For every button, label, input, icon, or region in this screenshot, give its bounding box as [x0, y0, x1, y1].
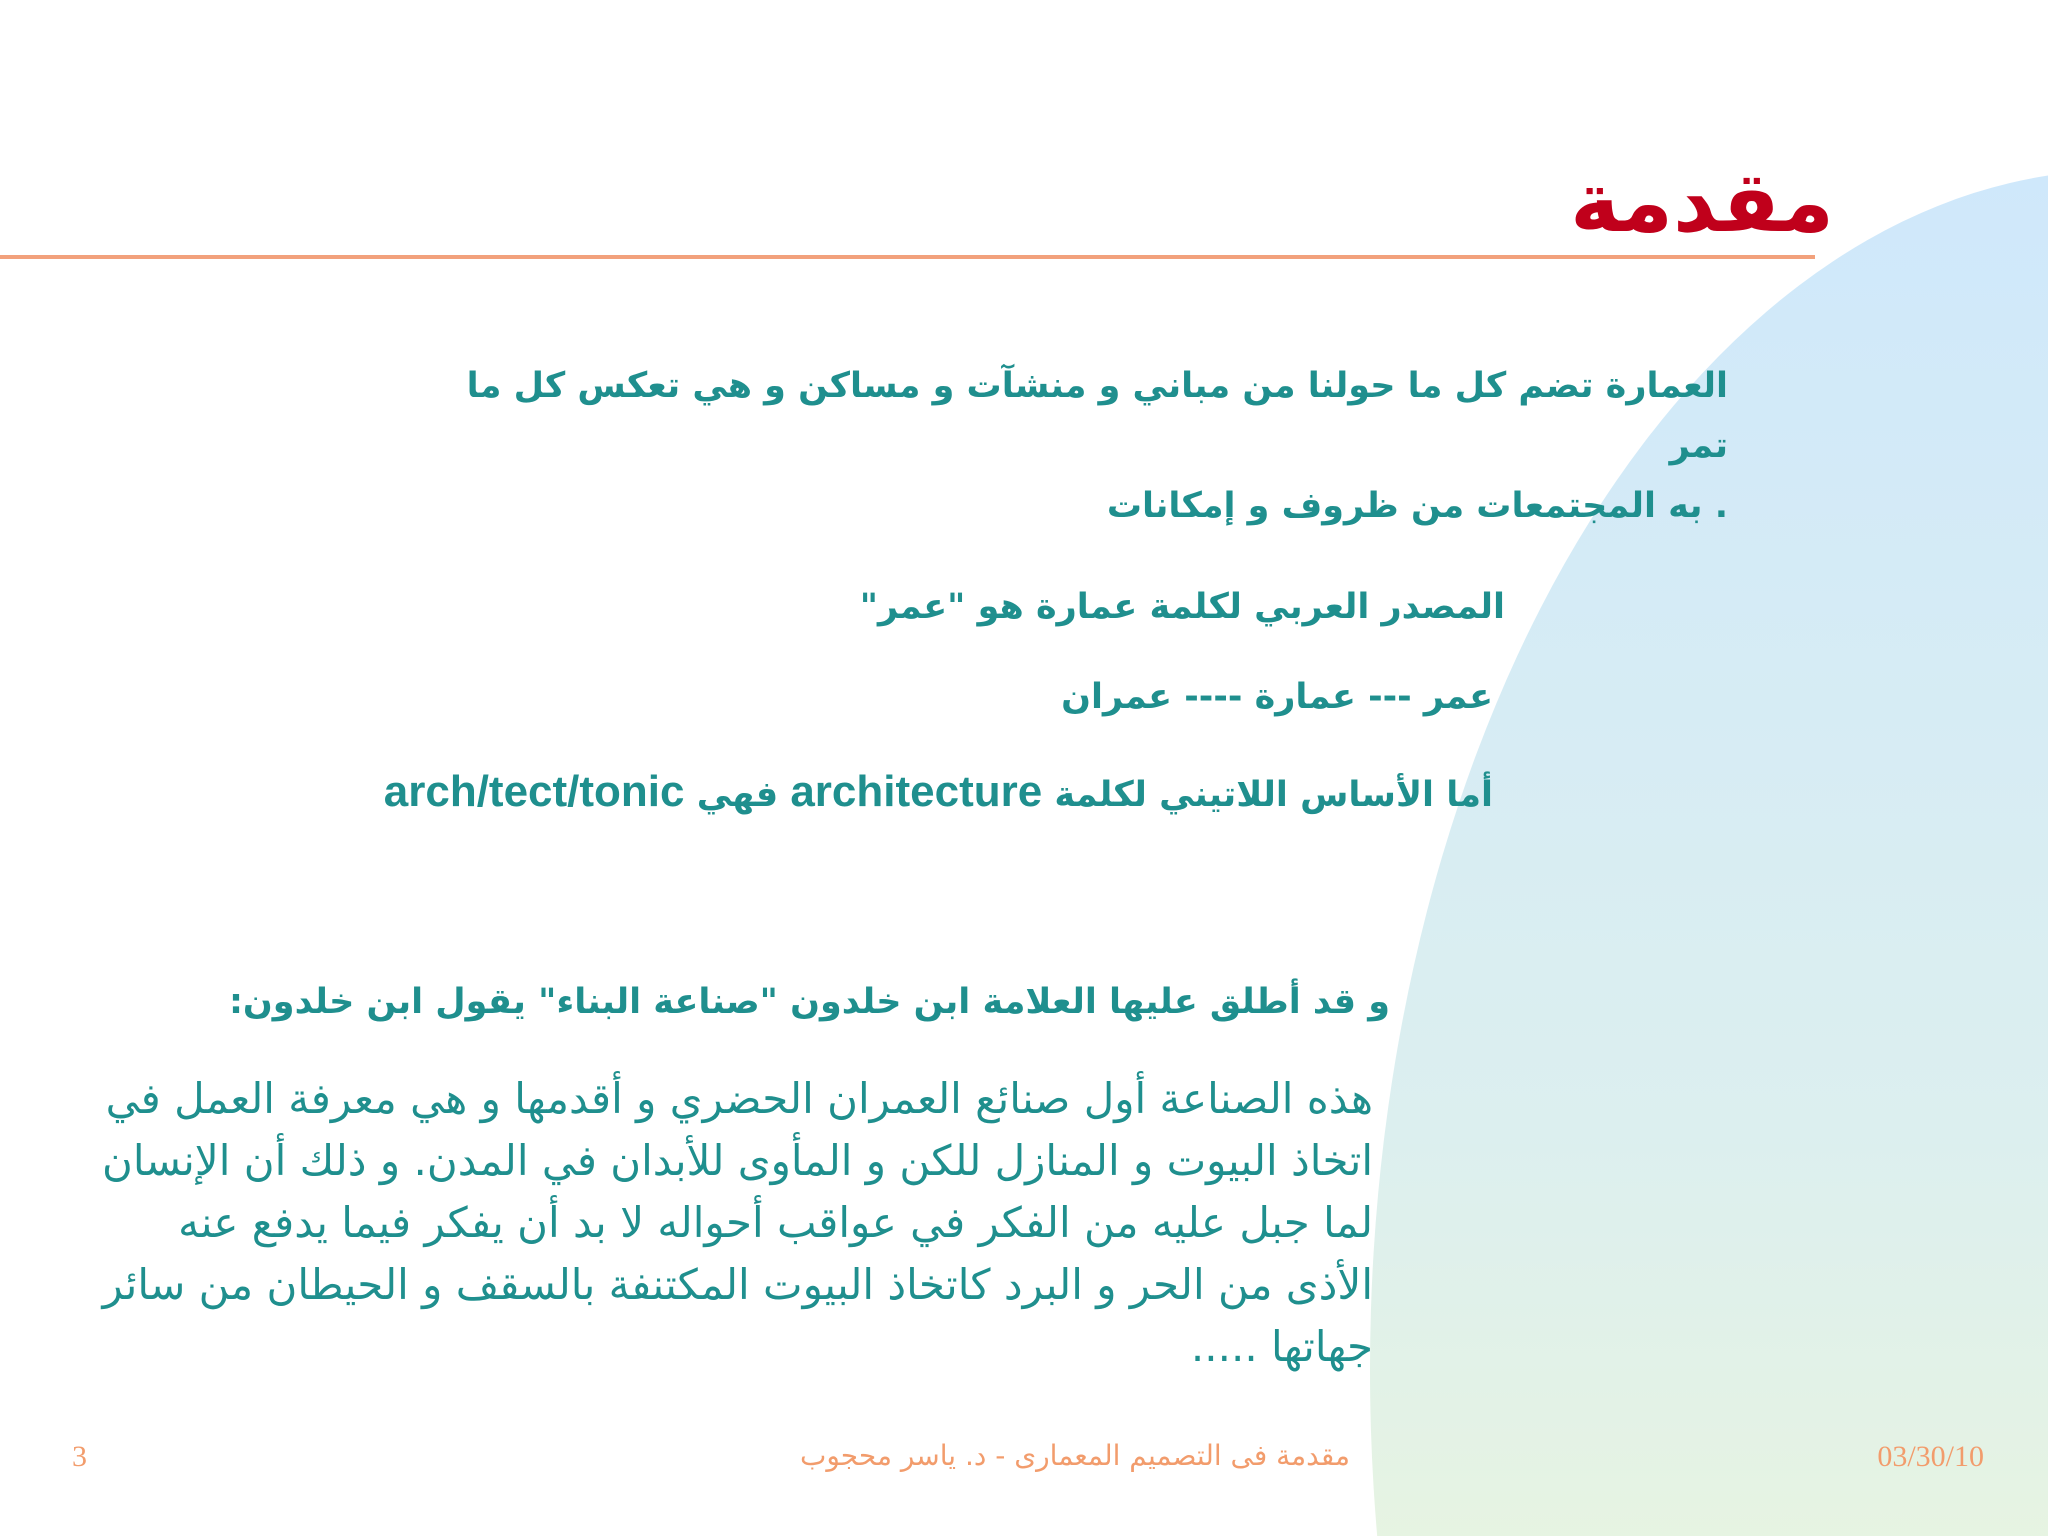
derivation-line: عمر --- عمارة ---- عمران	[1061, 677, 1493, 717]
latin-parts: arch/tect/tonic	[383, 767, 685, 816]
title-divider	[0, 255, 1815, 259]
intro-line-2: . به المجتمعات من ظروف و إمكانات	[1106, 486, 1728, 526]
latin-prefix: أما الأساس اللاتيني لكلمة	[1054, 775, 1493, 815]
arabic-source-line: المصدر العربي لكلمة عمارة هو "عمر"	[859, 587, 1505, 627]
ibn-khaldun-quote: هذه الصناعة أول صنائع العمران الحضري و أقدمها و هي معرفة العمل في اتخاذ البيوت و المنازل للكن و المأوى للأبدان في المدن. و ذلك أن الإنسان لما جبل عليه من الفكر في عواقب أحواله لا بد أن يفكر فيما يدفع عنه الأذى من الحر و البرد كاتخاذ البيوت المكتنفة بالسقف و الحيطان من سائر جهاتها .....	[101, 1074, 1373, 1371]
latin-word: architecture	[790, 767, 1043, 816]
footer-course-title: مقدمة فى التصميم المعمارى - د. ياسر محجوب	[799, 1439, 1351, 1472]
latin-middle: فهي	[696, 775, 779, 815]
ibn-khaldun-intro: و قد أطلق عليها العلامة ابن خلدون "صناعة البناء" يقول ابن خلدون:	[228, 982, 1390, 1022]
intro-line-1: العمارة تضم كل ما حولنا من مباني و منشآت و مساكن و هي تعكس كل ما تمر	[466, 366, 1728, 466]
latin-origin-line	[383, 767, 1493, 816]
intro-paragraph	[428, 356, 1728, 536]
slide-title: مقدمة	[1570, 153, 1834, 251]
footer-date: 03/30/10	[1877, 1440, 1984, 1473]
page-number: 3	[72, 1440, 87, 1473]
